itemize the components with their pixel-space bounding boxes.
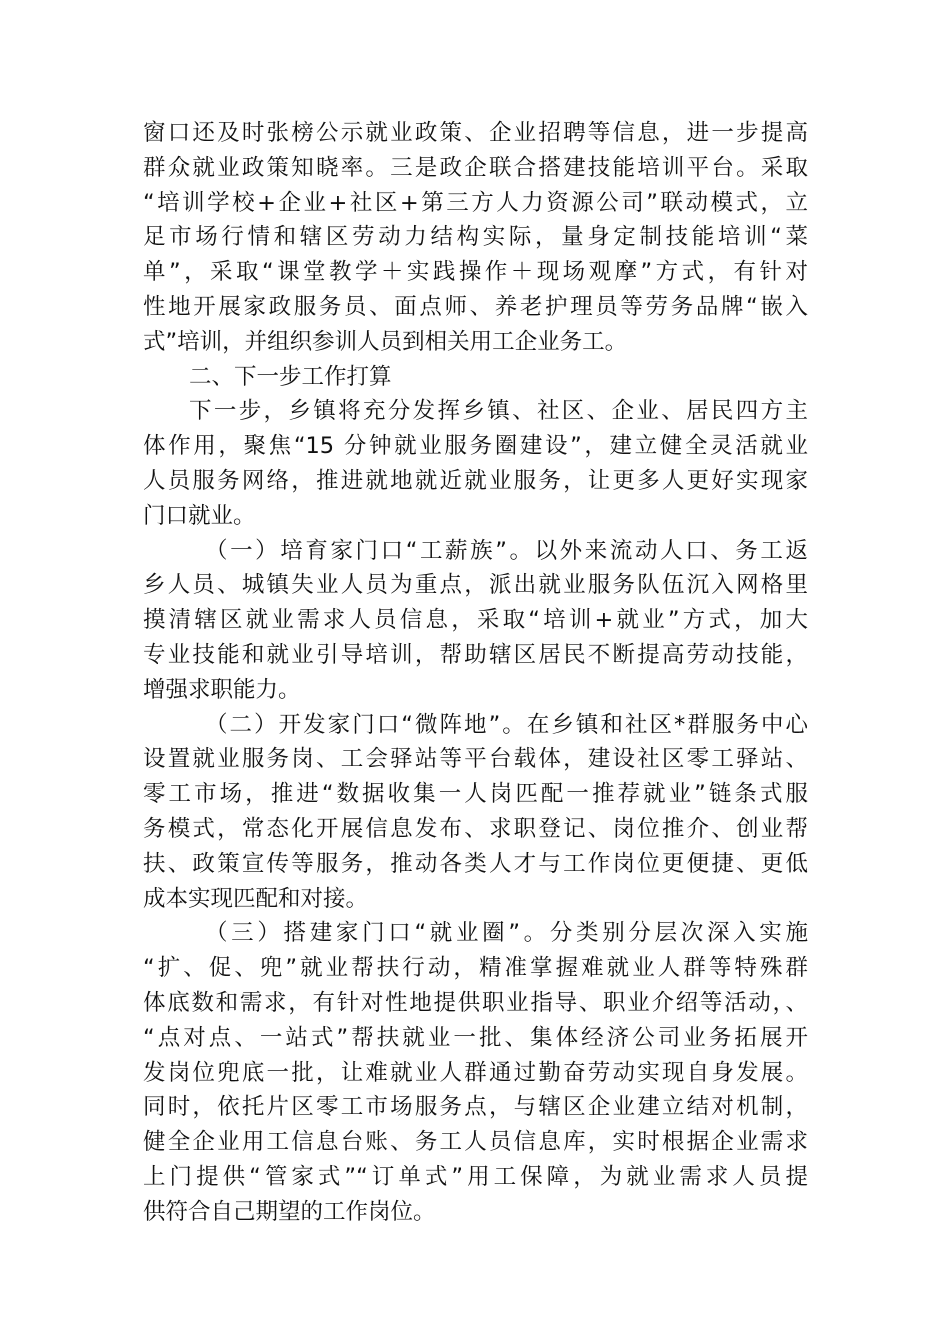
text-line: “扩、促、兜”就业帮扶行动，精准掌握难就业人群等特殊群 [143,955,808,982]
text-line: 发岗位兜底一批，让难就业人群通过勤奋劳动实现自身发展。 [143,1059,808,1086]
subsection-heading-1: （一）培育家门口“工薪族”。以外来流动人口、务工返 [205,537,808,564]
text-line: 扶、政策宣传等服务，推动各类人才与工作岗位更便捷、更低 [143,850,808,877]
text-line: 乡人员、城镇失业人员为重点，派出就业服务队伍沉入网格里 [143,572,808,599]
section-heading: 二、下一步工作打算 [189,363,392,390]
text-line: 摸清辖区就业需求人员信息，采取“培训+就业”方式，加大 [143,607,808,634]
text-line: 增强求职能力。 [143,676,301,703]
subsection-heading-3: （三）搭建家门口“就业圈”。分类别分层次深入实施 [205,920,808,947]
text-line: 下一步，乡镇将充分发挥乡镇、社区、企业、居民四方主 [189,398,808,425]
text-line: 式”培训，并组织参训人员到相关用工企业务工。 [143,328,628,355]
text-line: 体作用，聚焦“15 分钟就业服务圈建设”，建立健全灵活就业 [143,433,808,460]
text-line: 上门提供“管家式”“订单式”用工保障，为就业需求人员提 [143,1163,808,1190]
text-line: 门口就业。 [143,502,256,529]
text-line: 专业技能和就业引导培训，帮助辖区居民不断提高劳动技能， [143,641,808,668]
text-line: 供符合自己期望的工作岗位。 [143,1198,436,1225]
text-line: 单”，采取“课堂教学＋实践操作＋现场观摩”方式，有针对 [143,259,808,286]
text-line: 群众就业政策知晓率。三是政企联合搭建技能培训平台。采取 [143,154,808,181]
text-line: 足市场行情和辖区劳动力结构实际，量身定制技能培训“菜 [143,224,808,251]
subsection-heading-2: （二）开发家门口“微阵地”。在乡镇和社区*群服务中心 [205,711,808,738]
text-line: 性地开展家政服务员、面点师、养老护理员等劳务品牌“嵌入 [143,293,808,320]
text-line: 成本实现匹配和对接。 [143,885,369,912]
text-line: 人员服务网络，推进就地就近就业服务，让更多人更好实现家 [143,467,808,494]
text-line: 健全企业用工信息台账、务工人员信息库，实时根据企业需求 [143,1129,808,1156]
text-line: 零工市场，推进“数据收集一人岗匹配一推荐就业”链条式服 [143,781,808,808]
text-line: 务模式，常态化开展信息发布、求职登记、岗位推介、创业帮 [143,815,808,842]
document-page [143,116,808,1230]
text-line: 设置就业服务岗、工会驿站等平台载体，建设社区零工驿站、 [143,746,808,773]
text-line: 窗口还及时张榜公示就业政策、企业招聘等信息，进一步提高 [143,120,808,146]
text-line: 体底数和需求，有针对性地提供职业指导、职业介绍等活动，、 [143,989,808,1016]
text-line: “培训学校+企业+社区+第三方人力资源公司”联动模式，立 [143,189,808,216]
text-line: 同时，依托片区零工市场服务点，与辖区企业建立结对机制， [143,1094,808,1121]
text-line: “点对点、一站式”帮扶就业一批、集体经济公司业务拓展开 [143,1024,808,1051]
